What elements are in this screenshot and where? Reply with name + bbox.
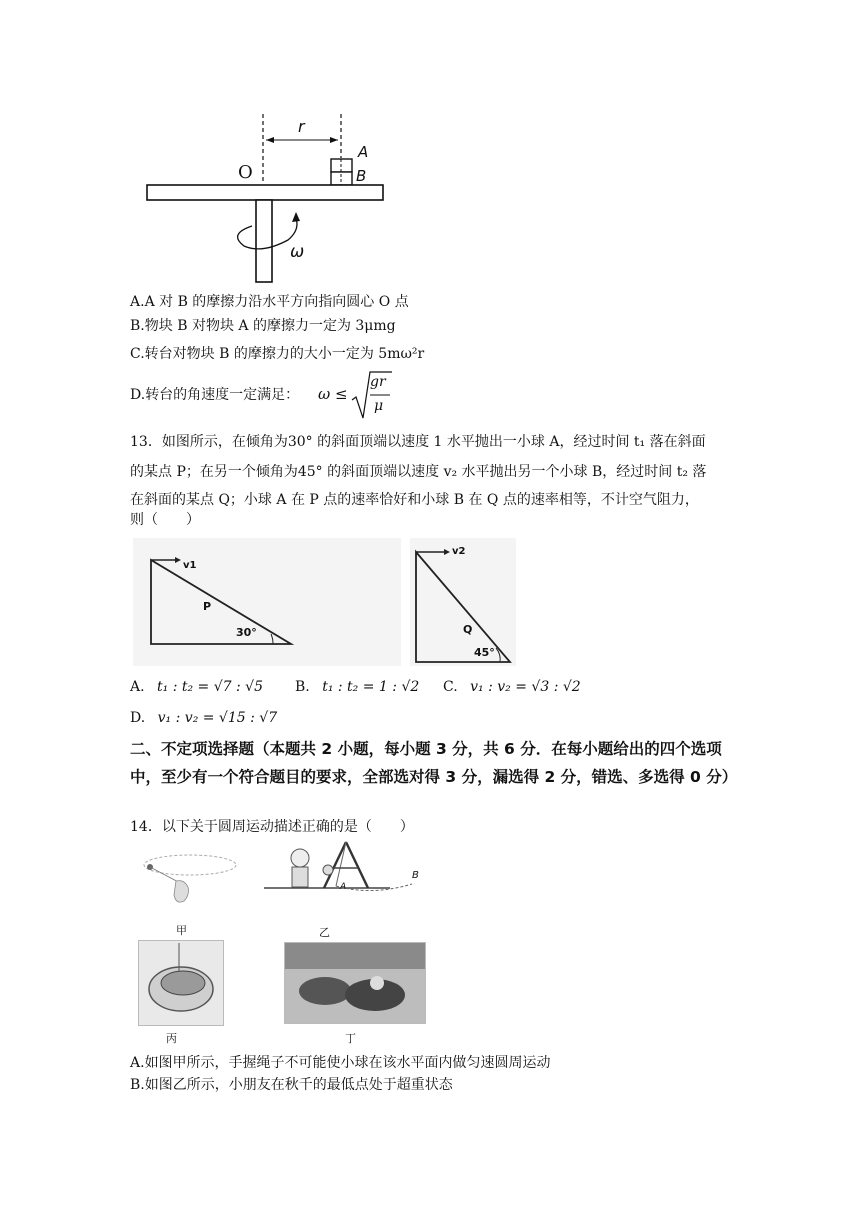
label-omega: ω [290,242,305,262]
option-letter: B. [130,1077,145,1093]
option-text: 转台的角速度一定满足： [145,387,300,403]
option-text: v₁ : v₂ = √15 : √7 [157,710,278,726]
label-yi-B: B [412,870,419,881]
option-text: 如图甲所示，手握绳子不可能使小球在该水平面内做匀速圆周运动 [144,1055,551,1071]
label-yi-A: A [340,882,347,892]
option-text: A 对 B 的摩擦力沿水平方向指向圆心 O 点 [144,294,409,310]
figure-yi [262,840,422,920]
label-ding: 丁 [345,1032,356,1045]
label-bing: 丙 [166,1032,177,1045]
figure-ding-photo [284,942,426,1024]
option-text: v₁ : v₂ = √3 : √2 [470,679,581,695]
figure-bing-photo [138,940,224,1026]
q12-d-formula-left: ω ≤ [318,385,348,403]
option-text: t₁ : t₂ = √7 : √5 [157,679,264,695]
q14-option-a [130,1053,551,1073]
option-text: 物块 B 对物块 A 的摩擦力一定为 3μmg [144,318,396,334]
label-O: O [238,162,253,183]
option-letter: C. [130,346,145,362]
q12-option-d [130,385,299,405]
incline-45-figure [410,538,516,666]
label-r: r [298,117,305,136]
section-2-heading: 二、不定项选择题（本题共 2 小题，每小题 3 分，共 6 分．在每小题给出的四个选项中，至少有一个符合题目的要求，全部选对得 3 分，漏选得 2 分，错选、多选得 0 分） [130,740,738,786]
q12-d-numerator: gr [370,374,386,390]
label-jia: 甲 [176,924,187,937]
label-B: B [356,167,367,185]
q14-option-b [130,1075,453,1095]
q13-line-4: 则（ ） [130,512,200,528]
option-letter: A. [130,1055,145,1071]
label-P: P [203,600,212,613]
option-text: 如图乙所示，小朋友在秋千的最低点处于超重状态 [144,1077,453,1093]
q12-option-a [130,292,409,312]
label-45deg: 45° [474,646,495,659]
q14-stem: 14．以下关于圆周运动描述正确的是（ ） [130,819,414,835]
incline-30-figure [133,538,401,666]
label-Q: Q [463,623,473,636]
q13-option-b [295,677,419,697]
label-30deg: 30° [236,626,257,639]
q13-line-3: 在斜面的某点 Q；小球 A 在 P 点的速率恰好和小球 B 在 Q 点的速率相等，不计空气阻力， [130,492,699,508]
option-letter: B. [295,679,310,695]
option-letter: C. [443,679,458,695]
option-text: t₁ : t₂ = 1 : √2 [322,679,420,695]
label-A: A [358,143,369,161]
q12-option-b [130,316,396,336]
q13-line-1: 13．如图所示，在倾角为30° 的斜面顶端以速度 1 水平抛出一小球 A，经过时间 t₁ 落在斜面 [130,434,706,450]
q13-option-d [130,708,277,728]
option-letter: D. [130,387,146,403]
q13-line-2: 的某点 P；在另一个倾角为45° 的斜面顶端以速度 v₂ 水平抛出另一个小球 B，经过时间 t₂ 落 [130,464,707,480]
label-yi: 乙 [319,926,330,939]
label-v1: v1 [183,560,197,571]
q13-option-a [130,677,263,697]
label-v2: v2 [452,546,466,557]
q12-d-denominator: μ [374,398,384,414]
option-text: 转台对物块 B 的摩擦力的大小一定为 5mω²r [144,346,425,362]
option-letter: A. [130,679,145,695]
figure-jia [138,845,248,920]
q13-option-c [443,677,581,697]
q12-option-c [130,344,424,364]
option-letter: B. [130,318,145,334]
option-letter: A. [130,294,145,310]
turntable-figure [140,108,400,288]
option-letter: D. [130,710,146,726]
